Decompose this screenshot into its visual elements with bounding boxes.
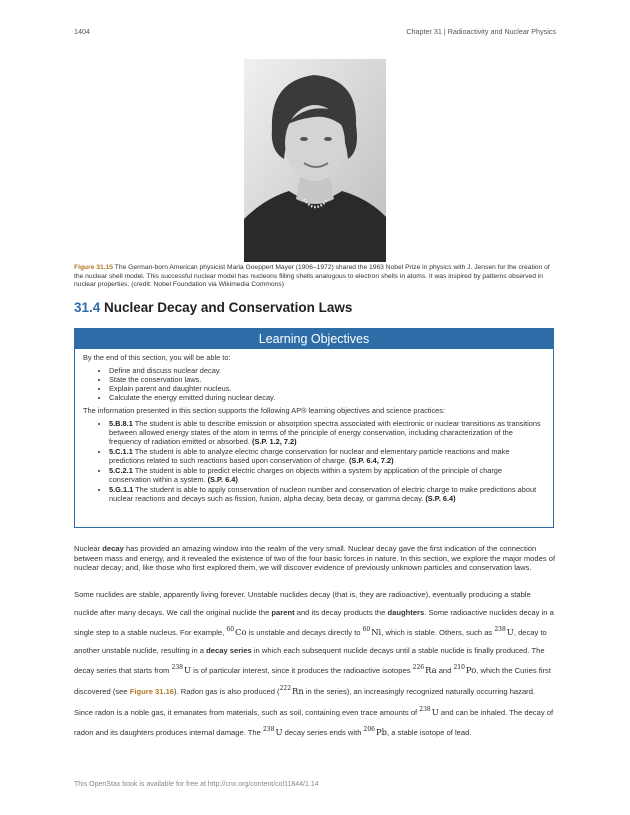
isotope-po210 — [453, 665, 476, 675]
page-number: 1404 — [74, 27, 90, 36]
portrait-photo — [244, 59, 386, 262]
ap-practice: (S.P. 6.4) — [425, 494, 456, 503]
element-symbol: Co — [235, 627, 247, 638]
paragraph-decay-series — [74, 586, 556, 742]
objective-item: • State the conservation laws. — [109, 375, 545, 384]
text-run: ). Radon gas is also produced ( — [174, 686, 280, 696]
figure-link[interactable]: Figure 31.16 — [129, 686, 175, 696]
ap-code: 5.C.2.1 — [109, 466, 133, 475]
objective-item: • Define and discuss nuclear decay. — [109, 366, 545, 375]
isotope-co60 — [226, 627, 246, 637]
ap-practice: (S.P. 1.2, 7.2) — [251, 437, 297, 446]
isotope-u238 — [172, 665, 192, 675]
element-symbol: Ni — [371, 627, 382, 638]
objective-item: • Explain parent and daughter nucleus. — [109, 384, 545, 393]
element-symbol: U — [275, 727, 283, 738]
ap-intro: The information presented in this section supports the following AP® learning objectives and science practices: — [83, 406, 446, 415]
element-symbol: Ra — [425, 665, 437, 676]
ap-code: 5.G.1.1 — [109, 485, 134, 494]
term-parent: parent — [271, 607, 295, 617]
ap-text: The student is able to describe emission or absorption spectra associated with electronic or nuclear transitions as transitions between allowed energy states of the atom in terms of the principle of energy conservation, including characterization of the frequency of radiation emitted or absorbed. — [109, 419, 541, 446]
mass-number: 60 — [362, 626, 371, 634]
element-symbol: U — [431, 706, 439, 717]
ap-practice: (S.P. 6.4) — [207, 475, 238, 484]
isotope-u238 — [419, 707, 439, 717]
text-run: and can be inhaled. The decay of radon and its daughters produces internal damage. The — [74, 707, 554, 738]
mass-number: 226 — [412, 664, 425, 672]
chapter-header: Chapter 31 | Radioactivity and Nuclear Physics — [406, 27, 556, 36]
ap-code: 5.C.1.1 — [109, 447, 133, 456]
text-run: in the series), an increasingly recognized naturally occurring hazard. Since radon is a noble gas, it emanates from materials, such as soil, containing even trace amounts of — [74, 686, 536, 717]
text-run: , decay to another unstable nuclide, resulting in a — [74, 628, 547, 655]
objective-item: • Calculate the energy emitted during nuclear decay. — [109, 393, 545, 402]
text-run: and — [436, 666, 454, 676]
ap-objective-item — [109, 466, 545, 484]
text-run: and its decay products the — [294, 607, 388, 617]
objectives-list — [83, 366, 545, 402]
text-run: is of particular interest, since it produces the radioactive isotopes — [191, 666, 413, 676]
element-symbol: U — [183, 665, 192, 676]
text-run: has provided an amazing window into the realm of the very small. Nuclear decay gave the first indication of the connection between mass and energy, and it revealed the existence of two of the four basic forces in nature. In this section, we explore the major modes of nuclear decay; and, like those who first explored them, we will discover evidence of previously unknown particles and conservation laws. — [74, 544, 556, 573]
figure-caption — [74, 264, 556, 290]
ap-objective-item — [109, 419, 545, 446]
isotope-ra226 — [413, 665, 437, 675]
isotope-rn222 — [280, 686, 304, 696]
isotope-u238 — [494, 627, 514, 637]
section-title — [74, 300, 352, 315]
element-symbol: Rn — [292, 685, 304, 696]
isotope-ni60 — [363, 627, 382, 637]
page-footer: This OpenStax book is available for free at http://cnx.org/content/col11844/1.14 — [74, 781, 319, 788]
element-symbol: Po — [465, 665, 477, 676]
text-run: . Some radioactive nuclides decay in a single step to a stable nucleus. For example, — [74, 607, 554, 638]
element-symbol: Pb — [376, 727, 387, 738]
section-title-text: Nuclear Decay and Conservation Laws — [100, 300, 353, 315]
text-run: is unstable and decays directly to — [246, 628, 363, 638]
text-run: in which each subsequent nuclide decays until a stable nuclide is finally produced. The decay series that starts from — [74, 645, 545, 676]
figure-caption-text: The German-born American physicist Maria Goeppert Mayer (1906–1972) shared the 1963 Nobel Prize in physics with J. Jensen for the creation of the nuclear shell model. This successful nuclear model has nucleons filling shells analogous to electron shells in atoms. It was inspired by patterns observed in nuclear properties. (credit: Nobel Foundation via Wikimedia Commons) — [74, 264, 550, 289]
ap-text: The student is able to analyze electric charge conservation for nuclear and elementary particle reactions and make predictions related to such reactions based upon conservation of charge. — [109, 447, 510, 465]
text-run: Some nuclides are stable, apparently living forever. Unstable nuclides decay (that is, they are radioactive), eventually producing a stable nuclide after many decays. We call the original nuclide the — [74, 590, 531, 617]
term-daughters: daughters — [387, 607, 425, 617]
ap-practice: (S.P. 6.4, 7.2) — [348, 456, 394, 465]
ap-text: The student is able to apply conservation of nucleon number and conservation of electric charge to make predictions about nuclear reactions and decays such as fission, fusion, alpha decay, beta decay, or gamma decay. — [109, 485, 537, 503]
mass-number: 210 — [453, 664, 465, 672]
mass-number: 222 — [279, 684, 292, 692]
mass-number: 238 — [262, 726, 275, 734]
ap-objective-item — [109, 485, 545, 503]
objectives-intro: By the end of this section, you will be able to: — [83, 353, 231, 362]
mass-number: 238 — [171, 664, 183, 672]
text-run: decay series ends with — [282, 728, 364, 738]
isotope-u238 — [263, 727, 283, 737]
ap-objectives-list — [83, 419, 545, 503]
learning-objectives-heading: Learning Objectives — [75, 329, 553, 349]
paragraph-nuclear-decay — [74, 544, 556, 573]
ap-code: 5.B.8.1 — [109, 419, 133, 428]
section-number: 31.4 — [74, 300, 101, 315]
mass-number: 238 — [494, 626, 506, 634]
term-decay-series: decay series — [206, 645, 252, 655]
portrait-illustration — [244, 59, 386, 262]
mass-number: 60 — [226, 626, 235, 634]
text-run: , a stable isotope of lead. — [387, 728, 472, 738]
learning-objectives-box — [74, 328, 554, 528]
element-symbol: U — [506, 627, 514, 638]
isotope-pb206 — [364, 727, 387, 737]
ap-objective-item — [109, 447, 545, 465]
text-run: , which the Curies first discovered (see — [74, 666, 551, 696]
term-decay: decay — [102, 544, 124, 553]
figure-label: Figure 31.15 — [74, 264, 114, 271]
ap-text: The student is able to predict electric charges on objects within a system by application of the principle of charge conservation within a system. — [109, 466, 503, 484]
mass-number: 206 — [363, 726, 375, 734]
mass-number: 238 — [419, 705, 431, 713]
text-run: Nuclear — [74, 544, 103, 553]
text-run: , which is stable. Others, such as — [381, 628, 495, 638]
